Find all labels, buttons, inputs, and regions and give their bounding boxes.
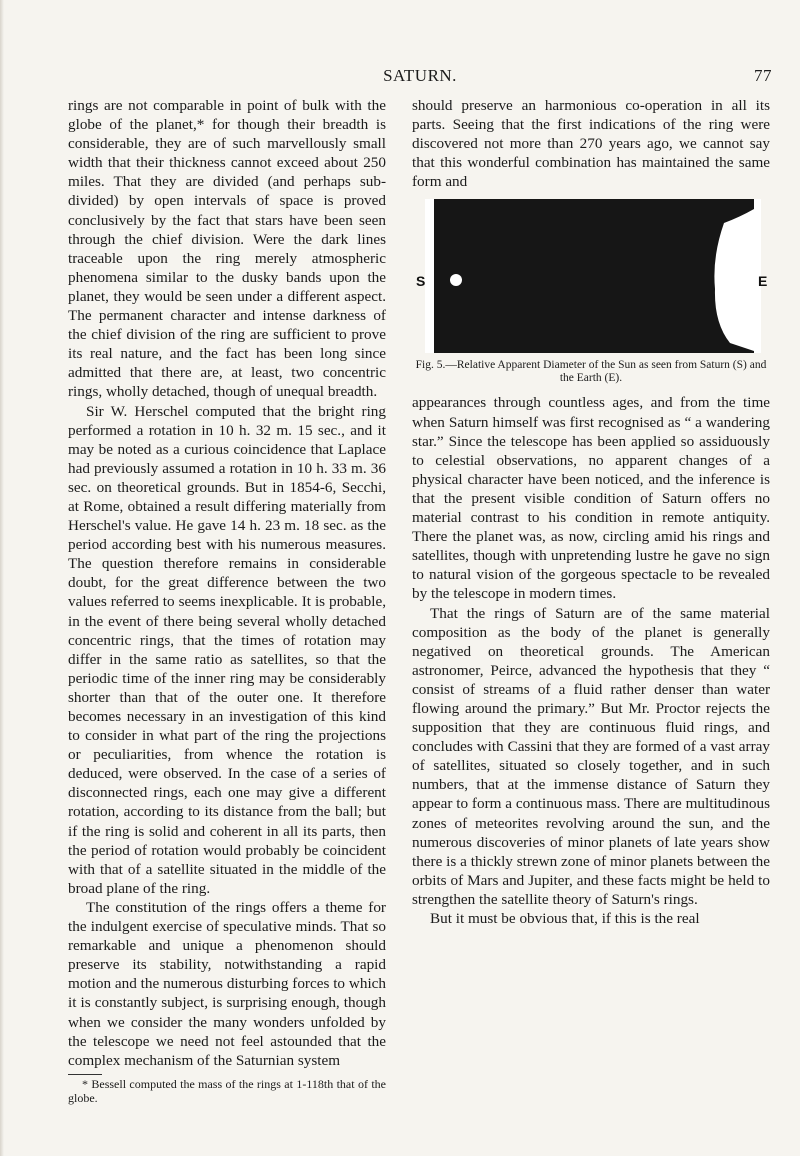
label-saturn: S <box>416 273 426 290</box>
earth-sun-disc <box>434 199 754 353</box>
figure-caption: Fig. 5.—Relative Apparent Diameter of the Sun as seen from Saturn (S) and the Earth (E). <box>415 359 767 385</box>
running-title: SATURN. <box>383 66 457 85</box>
page-number: 77 <box>754 66 772 85</box>
paragraph: The constitution of the rings offers a theme for the indulgent exercise of speculative minds. That so remarkable and unique a phenomenon should preserve its stability, notwithstanding a rapid motion and the numerous disturbing forces to which it is constantly subject, is surprising enough, though when we consider the many wonders unfolded by the telescope we need not feel astounded that the complex mechanism of the Saturnian system <box>68 898 386 1069</box>
sun-diameter-illustration <box>412 197 770 355</box>
paragraph: That the rings of Saturn are of the same material composition as the body of the planet is generally negatived on theoretical grounds. The American astronomer, Peirce, advanced the hypothesis that they “ consist of streams of a fluid rather denser than water flowing around the primary.” But Mr. Proctor rejects the supposition that they are continuous fluid rings, and concludes with Cassini that they are formed of a vast array of satellites, situated so closely together, and in such numbers, that at the immense distance of Saturn they appear to form a continuous mass. There are multitudinous zones of meteorites revolving around the sun, and the numerous discoveries of minor planets of late years show there is a thickly strewn zone of minor planets between the orbits of Mars and Jupiter, and these facts might be held to strengthen the satellite theory of Saturn's rings. <box>412 604 770 908</box>
saturn-sun-disc <box>450 274 462 286</box>
label-earth: E <box>758 273 768 290</box>
page-binding-edge <box>0 0 4 1156</box>
paragraph: appearances through countless ages, and from the time when Saturn himself was first recognised as “ a wandering star.” Since the telescope has been applied so assiduously to celestial observations, no apparent changes of a physical character have been noticed, and the inference is that the present visible condition of Saturn offers no material contrast to his condition in remote antiquity. There the planet was, as now, circling amid his rings and satellites, though with unpretending lustre he gave no sign to natural vision of the gorgeous spectacle to be revealed by the telescope in modern times. <box>412 394 770 603</box>
footnote-text: * Bessell computed the mass of the rings at 1-118th that of the globe. <box>68 1076 386 1105</box>
figure-5 <box>412 197 770 385</box>
left-column <box>68 96 386 1105</box>
footnote <box>68 1077 386 1105</box>
footnote-rule <box>68 1074 102 1075</box>
paragraph: rings are not comparable in point of bulk with the globe of the planet,* for though their breadth is considerable, they are of such marvellously small width that their thickness cannot exceed about 250 miles. That they are divided (and perhaps sub-divided) by open intervals of space is proved conclusively by the fact that stars have been seen through the chief division. Were the dark lines traceable upon the ring merely atmospheric phenomena similar to the dusky bands upon the planet, they would be seen under a different aspect. The permanent character and intense darkness of the chief division of the ring are sufficient to prove its real nature, and the fact has been long since admitted that there are, at least, two concentric rings, wholly detached, though of unequal breadth. <box>68 97 386 401</box>
paragraph: Sir W. Herschel computed that the bright ring performed a rotation in 10 h. 32 m. 15 sec., and it may be noted as a curious coincidence that Laplace had previously assumed a rotation in 10 h. 33 m. 36 sec. on theoretical grounds. But in 1854-6, Secchi, at Rome, obtained a result differing materially from Herschel's value. He gave 14 h. 23 m. 18 sec. as the period according best with his numerous measures. The question therefore remains in considerable doubt, for the great difference between the two values referred to seems inexplicable. It is probable, in the event of there being several wholly detached concentric rings, that the times of rotation may differ in the same ratio as satellites, so that the periodic time of the inner ring may be considerably shorter than that of the outer one. It therefore becomes necessary in an investigation of this kind to consider in what part of the ring the projections or peculiarities, from whence the rotation is deduced, were observed. In the case of a series of disconnected rings, each one may give a different rotation, according to its distance from the ball; but if the ring is solid and coherent in all its parts, then the period of rotation would probably be coincident with that of a satellite situated in the middle of the broad plane of the ring. <box>68 402 386 897</box>
right-column <box>412 96 770 928</box>
page-header <box>68 66 772 90</box>
paragraph: But it must be obvious that, if this is the real <box>430 910 700 927</box>
paragraph: should preserve an harmonious co-operation in all its parts. Seeing that the first indications of the ring were discovered not more than 270 years ago, we cannot say that this wonderful combination has maintained the same form and <box>412 97 770 191</box>
